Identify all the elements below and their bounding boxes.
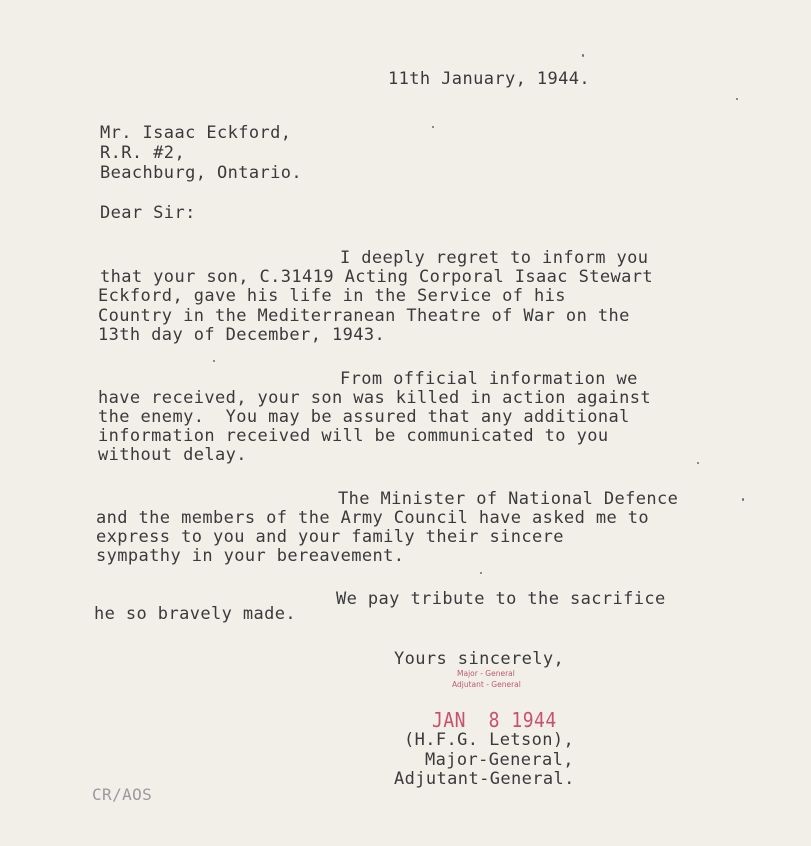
- paper-speck: [742, 498, 744, 501]
- paper-speck: [736, 98, 738, 100]
- paper-speck: [697, 462, 699, 464]
- paragraph-2-line: without delay.: [98, 445, 247, 465]
- paper-speck: [480, 572, 482, 574]
- paragraph-4-line: We pay tribute to the sacrifice: [336, 589, 666, 609]
- signatory-rank: Major-General,: [425, 750, 574, 770]
- paragraph-3-line: The Minister of National Defence: [338, 489, 679, 509]
- paragraph-2-line: From official information we: [340, 369, 638, 389]
- stamp-date: JAN 8 1944: [432, 708, 557, 733]
- paragraph-3-line: sympathy in your bereavement.: [96, 546, 405, 566]
- paragraph-1-line: that your son, C.31419 Acting Corporal Isaac Stewart: [100, 267, 654, 287]
- paragraph-3-line: and the members of the Army Council have asked me to: [96, 508, 650, 528]
- paper-speck: [213, 360, 215, 362]
- paper-speck: [582, 54, 584, 57]
- salutation: Dear Sir:: [100, 203, 196, 223]
- stamp-title-line-2: Adjutant - General: [452, 680, 521, 689]
- closing: Yours sincerely,: [394, 649, 565, 669]
- paragraph-1-line: 13th day of December, 1943.: [98, 325, 386, 345]
- paragraph-2-line: information received will be communicated to you: [98, 426, 609, 446]
- letter-date: 11th January, 1944.: [388, 69, 591, 89]
- paragraph-2-line: the enemy. You may be assured that any additional: [98, 407, 630, 427]
- signatory-title: Adjutant-General.: [394, 769, 575, 789]
- paragraph-1-line: I deeply regret to inform you: [340, 248, 649, 268]
- paper-speck: [432, 126, 434, 128]
- stamp-title-line-1: Major - General: [457, 669, 515, 678]
- paragraph-3-line: express to you and your family their sincere: [96, 527, 564, 547]
- recipient-route: R.R. #2,: [100, 143, 186, 163]
- paragraph-1-line: Country in the Mediterranean Theatre of War on the: [98, 306, 630, 326]
- paragraph-4-line: he so bravely made.: [94, 604, 297, 624]
- signatory-name: (H.F.G. Letson),: [404, 730, 575, 750]
- recipient-name: Mr. Isaac Eckford,: [100, 123, 292, 143]
- file-reference: CR/AOS: [92, 785, 153, 804]
- paragraph-2-line: have received, your son was killed in action against: [98, 388, 652, 408]
- recipient-place: Beachburg, Ontario.: [100, 163, 303, 183]
- paragraph-1-line: Eckford, gave his life in the Service of his: [98, 286, 566, 306]
